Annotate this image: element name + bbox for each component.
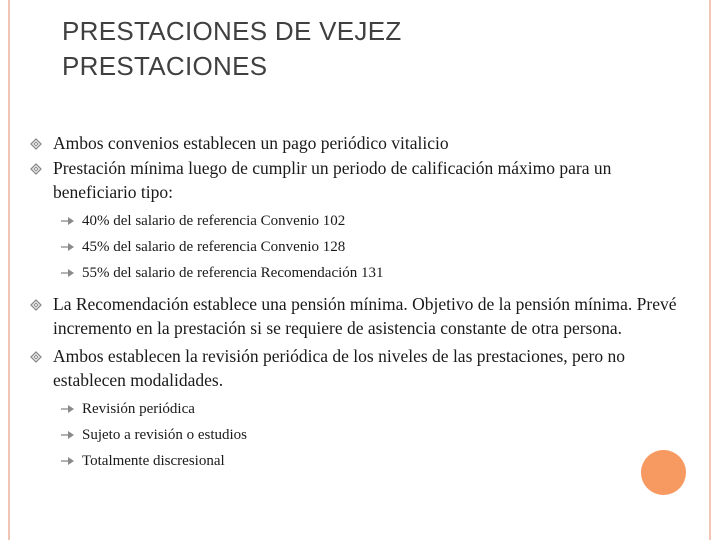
arrow-bullet-icon	[60, 430, 76, 440]
hollow-diamond-arrow-icon	[30, 299, 42, 311]
bullet-item	[30, 292, 694, 340]
sub-bullet-text: 45% del salario de referencia Convenio 128	[82, 239, 346, 255]
sub-bullet-text: 55% del salario de referencia Recomendación 131	[82, 265, 384, 281]
sub-bullet-item	[30, 448, 694, 474]
arrow-bullet-icon	[60, 216, 76, 226]
slide-title-line-1: PRESTACIONES DE VEJEZ	[62, 16, 402, 46]
bullet-text: La Recomendación establece una pensión mínima. Objetivo de la pensión mínima. Prevé incremento en la prestación si se requiere de asistencia constante de otra persona.	[53, 294, 677, 338]
hollow-diamond-arrow-icon	[30, 163, 42, 175]
hollow-diamond-arrow-icon	[30, 138, 42, 150]
sub-bullet-item	[30, 208, 694, 234]
sub-bullet-text: 40% del salario de referencia Convenio 102	[82, 213, 346, 229]
arrow-bullet-icon	[60, 242, 76, 252]
sub-bullet-item	[30, 422, 694, 448]
bullet-item	[30, 156, 694, 204]
slide-title-line-2: PRESTACIONES	[62, 51, 268, 81]
slide-title	[62, 14, 662, 84]
sub-bullet-item	[30, 234, 694, 260]
sub-bullet-item	[30, 396, 694, 422]
arrow-bullet-icon	[60, 404, 76, 414]
bullet-text: Ambos establecen la revisión periódica de los niveles de las prestaciones, pero no establecen modalidades.	[53, 346, 625, 390]
slide-frame-left-border	[8, 0, 10, 540]
slide-frame-right-border	[709, 0, 711, 540]
sub-bullet-text: Revisión periódica	[82, 401, 195, 417]
bullet-text: Prestación mínima luego de cumplir un periodo de calificación máximo para un beneficiario tipo:	[53, 158, 612, 202]
sub-bullet-item	[30, 260, 694, 286]
slide-body	[30, 131, 694, 478]
arrow-bullet-icon	[60, 456, 76, 466]
hollow-diamond-arrow-icon	[30, 351, 42, 363]
sub-bullet-text: Totalmente discresional	[82, 453, 225, 469]
sub-bullet-list	[30, 208, 694, 286]
sub-bullet-list	[30, 396, 694, 474]
sub-bullet-text: Sujeto a revisión o estudios	[82, 427, 247, 443]
decorative-orange-circle	[641, 450, 686, 495]
bullet-item	[30, 131, 694, 155]
bullet-item	[30, 344, 694, 392]
arrow-bullet-icon	[60, 268, 76, 278]
bullet-text: Ambos convenios establecen un pago periódico vitalicio	[53, 133, 449, 153]
